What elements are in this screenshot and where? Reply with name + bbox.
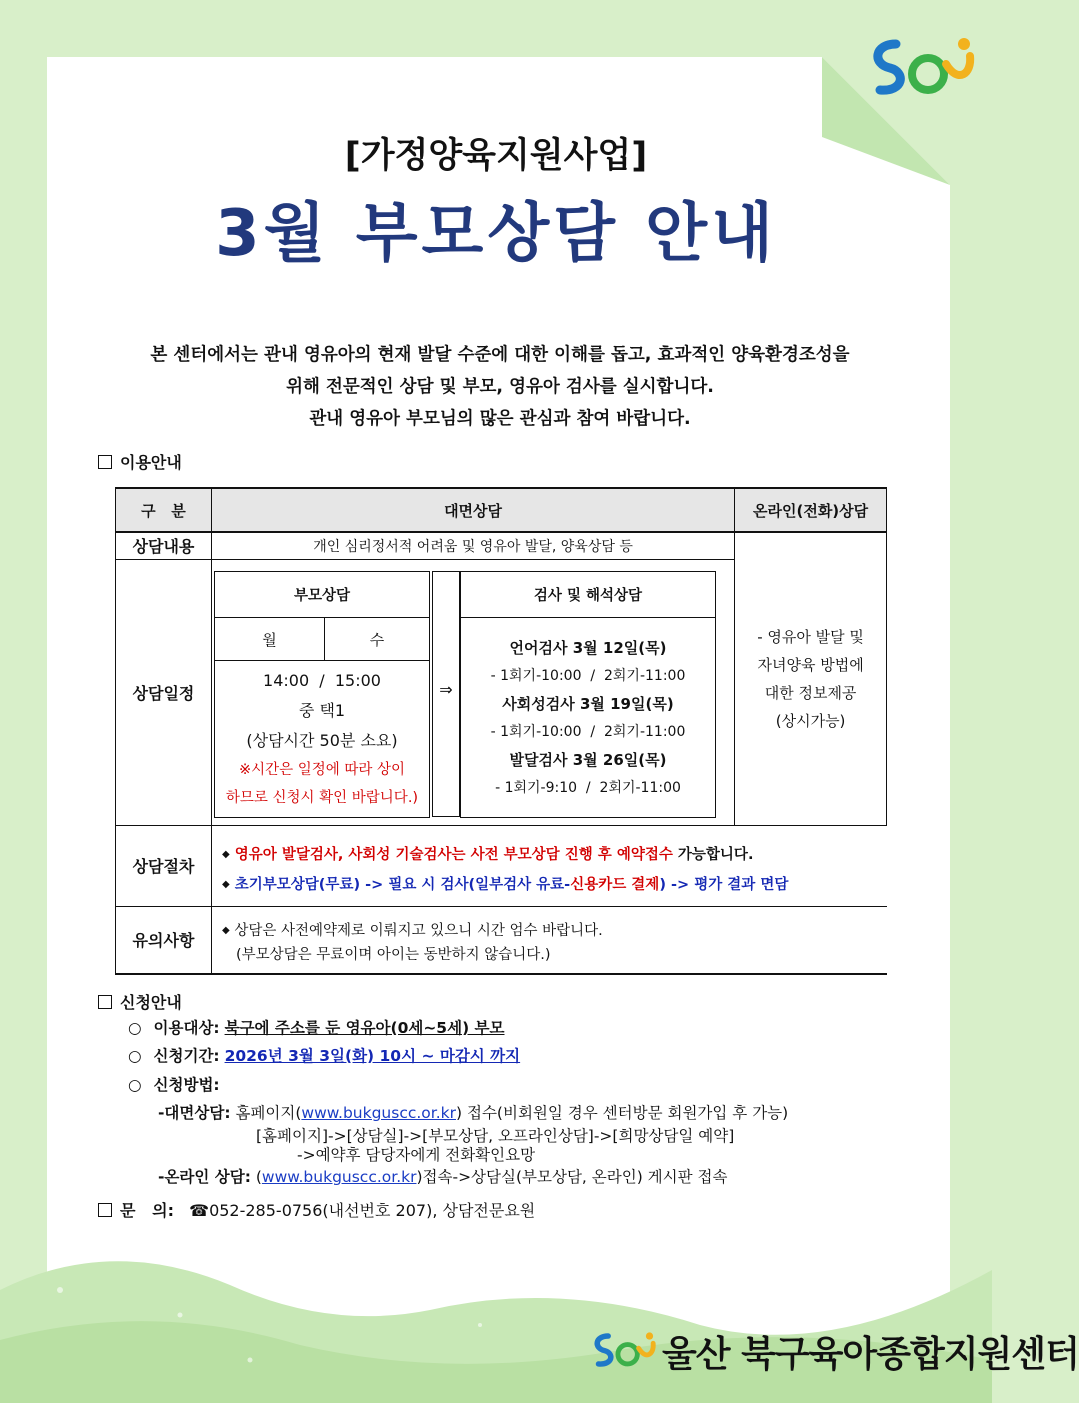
row-label-content: 상담내용 — [116, 532, 212, 559]
org-name: 울산 북구육아종합지원센터 — [662, 1334, 1079, 1375]
online-line: 자녀양육 방법에 — [757, 655, 864, 674]
process-line-2 — [222, 873, 788, 894]
online-line: 대한 정보제공 — [764, 683, 857, 702]
intro-line: 위해 전문적인 상담 및 부모, 영유아 검사를 실시합니다. — [286, 377, 714, 397]
period-label: 신청기간: — [153, 1047, 220, 1065]
online-line: - 영유아 발달 및 — [757, 627, 864, 646]
process-2-card: 신용카드 결제 — [570, 877, 660, 893]
note-text — [222, 919, 603, 967]
process-2-tail: ) -> 평가 결과 면담 — [659, 877, 789, 893]
target-label: 이용대상: — [153, 1019, 220, 1037]
circle-bullet-icon: ○ — [128, 1076, 142, 1094]
col-header-category: 구 분 — [116, 488, 212, 532]
arrow-box — [432, 571, 460, 817]
test-schedule-table — [460, 571, 716, 818]
time-warning: 하므로 신청시 확인 바랍니다.) — [225, 790, 419, 806]
right-arrow-icon: ⇒ — [439, 680, 453, 699]
intro-line: 관내 영유아 부모님의 많은 관심과 참여 바랍니다. — [309, 409, 691, 429]
face-path-line: [홈페이지]->[상담실]->[부모상담, 오프라인상담]->[희망상담일 예약] — [256, 1127, 735, 1145]
subtitle: [가정양육지원사업] — [344, 136, 648, 176]
row-label-schedule: 상담일정 — [116, 559, 212, 825]
test-header: 검사 및 해석상담 — [461, 572, 716, 618]
parent-time-cell — [215, 661, 430, 818]
bullet-diamond-icon: ◆ — [222, 925, 230, 936]
intro-line: 본 센터에서는 관내 영유아의 현재 발달 수준에 대한 이해를 돕고, 효과적인 양육환경조성을 — [150, 345, 850, 365]
test-list-cell — [461, 618, 716, 818]
checkbox-square-icon — [98, 995, 112, 1009]
online-info-cell — [735, 532, 887, 825]
intro-paragraph — [60, 339, 940, 435]
contact-label: 문 의: — [120, 1201, 175, 1220]
contact-line — [98, 1198, 535, 1221]
test-times: - 1회기-10:00 / 2회기-11:00 — [490, 723, 686, 740]
duration: (상담시간 50분 소요) — [246, 731, 398, 750]
test-title-social: 사회성검사 3월 19일(목) — [502, 694, 674, 713]
checkbox-square-icon — [98, 455, 112, 469]
process-2-text: 초기부모상담(무료) -> 필요 시 검사(일부검사 유료- — [234, 877, 571, 893]
online-line: (상시가능) — [775, 711, 846, 730]
note-line-1: 상담은 사전예약제로 이뤄지고 있으니 시간 엄수 바랍니다. — [234, 923, 603, 939]
apply-heading: 신청안내 — [98, 990, 182, 1013]
page-title: 3월 부모상담 안내 — [215, 197, 777, 271]
test-times: - 1회기-10:00 / 2회기-11:00 — [490, 667, 686, 684]
col-header-online: 온라인(전화)상담 — [735, 488, 887, 532]
bullet-diamond-icon: ◆ — [222, 879, 230, 890]
parent-counsel-header: 부모상담 — [215, 572, 430, 618]
center-logo-icon — [866, 34, 978, 100]
day-wednesday: 수 — [325, 618, 430, 661]
face-label: -대면상담: — [158, 1104, 231, 1122]
homepage-link[interactable]: www.bukguscc.or.kr — [301, 1104, 456, 1122]
target-value: 북구에 주소를 둔 영유아(0세~5세) 부모 — [224, 1019, 505, 1037]
period-value: 2026년 3월 3일(화) 10시 ~ 마감시 까지 — [224, 1047, 521, 1065]
col-header-face: 대면상담 — [211, 488, 734, 532]
row-label-note: 유의사항 — [116, 906, 212, 974]
time-slots: 14:00 / 15:00 — [263, 671, 381, 690]
footer-logo — [590, 1318, 1079, 1384]
apply-period — [128, 1044, 520, 1066]
time-warning: ※시간은 일정에 따라 상이 — [238, 762, 406, 778]
usage-heading: 이용안내 — [98, 450, 182, 473]
circle-bullet-icon: ○ — [128, 1019, 142, 1037]
online-label: -온라인 상담: — [158, 1168, 251, 1186]
online-method-line: -온라인 상담: (www.bukguscc.or.kr)접속->상담실(부모상담, 온라인) 게시판 접속 — [158, 1168, 728, 1186]
row-label-process: 상담절차 — [116, 825, 212, 906]
face-confirm-line: ->예약후 담당자에게 전화확인요망 — [297, 1146, 536, 1164]
face-method-line: -대면상담: 홈페이지(www.bukguscc.or.kr) 접수(비회원일 경우 센터방문 회원가입 후 가능) — [158, 1104, 789, 1122]
process-1-tail: 가능합니다. — [672, 847, 754, 863]
checkbox-square-icon — [98, 1203, 112, 1217]
online-link[interactable]: www.bukguscc.or.kr — [261, 1168, 417, 1186]
content-value: 개인 심리정서적 어려움 및 영유아 발달, 양육상담 등 — [211, 532, 734, 559]
test-times: - 1회기-9:10 / 2회기-11:00 — [495, 779, 681, 796]
parent-counsel-table — [214, 571, 430, 818]
apply-method — [128, 1073, 220, 1095]
process-line-1 — [222, 843, 753, 864]
apply-target — [128, 1016, 505, 1038]
circle-bullet-icon: ○ — [128, 1047, 142, 1065]
test-title-language: 언어검사 3월 12일(목) — [509, 638, 667, 657]
note-line-2: (부모상담은 무료이며 아이는 동반하지 않습니다.) — [236, 947, 551, 963]
day-monday: 월 — [215, 618, 325, 661]
test-title-development: 발달검사 3월 26일(목) — [509, 750, 667, 769]
process-1-emphasis: 영유아 발달검사, 사회성 기술검사는 사전 부모상담 진행 후 예약접수 — [234, 847, 673, 863]
method-label: 신청방법: — [153, 1076, 220, 1094]
phone-icon: ☎ — [189, 1201, 210, 1220]
choose-one: 중 택1 — [298, 701, 346, 720]
contact-value: 052-285-0756(내선번호 207), 상담전문요원 — [209, 1201, 536, 1220]
bullet-diamond-icon: ◆ — [222, 849, 230, 860]
center-logo-icon — [590, 1322, 658, 1378]
